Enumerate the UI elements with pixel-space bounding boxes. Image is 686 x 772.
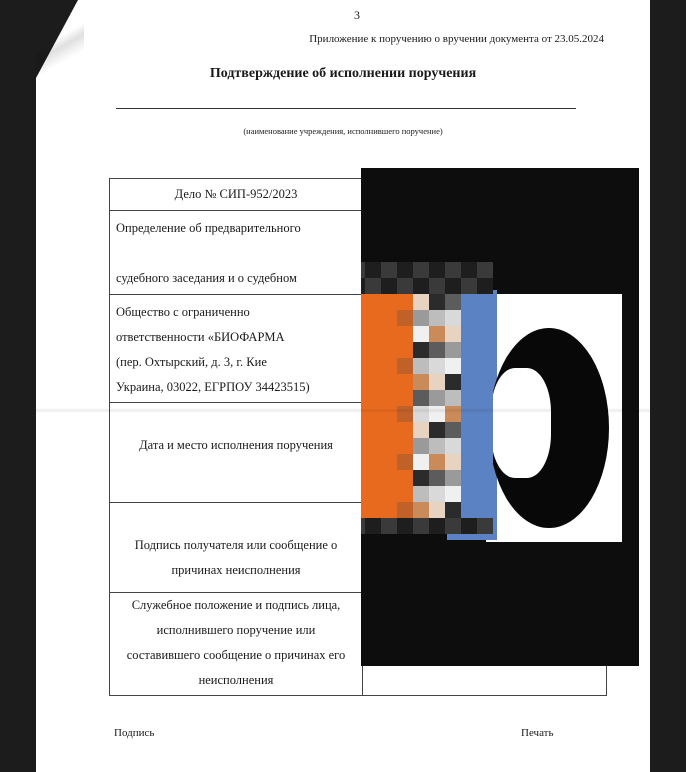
redaction-pixel (461, 310, 477, 326)
redaction-pixel (365, 390, 381, 406)
redaction-pixel (365, 342, 381, 358)
redaction-pixel (445, 294, 461, 310)
redaction-pixel (365, 518, 381, 534)
redaction-pixel (365, 326, 381, 342)
redaction-pixel (429, 310, 445, 326)
official-line-3: составившего сообщение о причинах его (126, 648, 346, 662)
redaction-pixel (445, 518, 461, 534)
signature-label: Подпись (114, 727, 155, 739)
execution-cell (110, 403, 362, 503)
redaction-pixel (445, 326, 461, 342)
redaction-pixel (381, 310, 397, 326)
redaction-pixel (397, 310, 413, 326)
redaction-pixel (461, 438, 477, 454)
redaction-pixel (381, 374, 397, 390)
redaction-pixel (381, 342, 397, 358)
redaction-pixel (461, 470, 477, 486)
recipient-line-1: Подпись получателя или сообщение о (134, 538, 338, 552)
redaction-pixel (461, 294, 477, 310)
institution-caption: (наименование учреждения, исполнившего поручение) (243, 126, 443, 136)
redaction-pixel (429, 342, 445, 358)
redaction-pixel (413, 342, 429, 358)
redaction-pixel (445, 390, 461, 406)
redaction-pixel (413, 486, 429, 502)
redaction-pixel (381, 422, 397, 438)
stamp-photo-overlay (361, 168, 639, 666)
ruling-line (116, 266, 356, 291)
case-number-cell (110, 179, 362, 211)
redaction-pixel (429, 390, 445, 406)
redaction-pixel (429, 262, 445, 278)
ruling-line-2: судебного заседания и о судебном (116, 271, 297, 285)
redaction-pixel (397, 502, 413, 518)
redaction-pixel (381, 278, 397, 294)
redaction-pixel (381, 454, 397, 470)
redaction-pixel (477, 358, 493, 374)
redaction-pixel (365, 262, 381, 278)
stamp-face-shape (491, 368, 551, 478)
redaction-pixel (413, 358, 429, 374)
redaction-pixel (397, 374, 413, 390)
redaction-pixel (461, 374, 477, 390)
redaction-pixel (365, 486, 381, 502)
recipient-line-2: причинах неисполнения (171, 563, 301, 577)
redaction-pixel (381, 326, 397, 342)
redaction-pixel (397, 438, 413, 454)
redaction-pixel (381, 518, 397, 534)
redaction-pixel (413, 326, 429, 342)
redaction-pixel (461, 390, 477, 406)
redaction-pixel (445, 262, 461, 278)
redaction-pixel (477, 390, 493, 406)
redaction-pixel (477, 294, 493, 310)
ruling-line-1: Определение об предварительного (116, 221, 301, 235)
redaction-pixel (461, 486, 477, 502)
redaction-pixel (397, 326, 413, 342)
redaction-pixel (477, 454, 493, 470)
redaction-pixel (445, 502, 461, 518)
redaction-pixel (445, 374, 461, 390)
redaction-pixel (461, 518, 477, 534)
company-line-1: Общество с ограниченно (116, 305, 250, 319)
redaction-pixel (397, 390, 413, 406)
redaction-pixel (429, 358, 445, 374)
official-line-2: исполнившего поручение или (156, 623, 316, 637)
redaction-pixel (381, 486, 397, 502)
redaction-pixel (429, 422, 445, 438)
redaction-pixel (461, 502, 477, 518)
redaction-pixel (365, 278, 381, 294)
redaction-pixel (365, 470, 381, 486)
redaction-pixel (413, 454, 429, 470)
redaction-pixel (477, 262, 493, 278)
redaction-pixel (365, 358, 381, 374)
redaction-pixel (461, 262, 477, 278)
redaction-pixel (365, 374, 381, 390)
ruling-cell (110, 211, 362, 295)
company-line-4: Украина, 03022, ЕГРПОУ 34423515) (116, 380, 310, 394)
pixelated-redaction (361, 262, 497, 538)
official-line-4: неисполнения (198, 673, 274, 687)
redaction-pixel (381, 390, 397, 406)
redaction-pixel (413, 278, 429, 294)
redaction-pixel (397, 454, 413, 470)
redaction-pixel (477, 374, 493, 390)
redaction-pixel (429, 454, 445, 470)
redaction-pixel (477, 310, 493, 326)
redaction-pixel (445, 438, 461, 454)
redaction-pixel (413, 422, 429, 438)
redaction-pixel (445, 358, 461, 374)
redaction-pixel (397, 294, 413, 310)
redaction-pixel (445, 454, 461, 470)
redaction-pixel (477, 518, 493, 534)
company-line-2: ответственности «БИОФАРМА (116, 330, 285, 344)
redaction-pixel (397, 470, 413, 486)
redaction-pixel (413, 470, 429, 486)
redaction-pixel (413, 310, 429, 326)
redaction-pixel (397, 358, 413, 374)
redaction-pixel (429, 438, 445, 454)
redaction-pixel (429, 374, 445, 390)
redaction-pixel (477, 326, 493, 342)
redaction-pixel (413, 262, 429, 278)
redaction-pixel (413, 390, 429, 406)
redaction-pixel (429, 486, 445, 502)
redaction-pixel (381, 358, 397, 374)
redaction-pixel (429, 326, 445, 342)
redaction-pixel (413, 374, 429, 390)
redaction-pixel (381, 502, 397, 518)
document-page (36, 0, 650, 772)
redaction-pixel (397, 422, 413, 438)
redaction-pixel (429, 518, 445, 534)
redaction-pixel (365, 502, 381, 518)
redaction-pixel (397, 278, 413, 294)
redaction-pixel (461, 326, 477, 342)
redaction-pixel (445, 470, 461, 486)
redaction-pixel (365, 310, 381, 326)
company-cell (110, 295, 362, 403)
redaction-pixel (445, 278, 461, 294)
redaction-pixel (445, 342, 461, 358)
redaction-pixel (429, 470, 445, 486)
redaction-pixel (365, 422, 381, 438)
company-line-3: (пер. Охтырский, д. 3, г. Кие (116, 355, 267, 369)
redaction-pixel (397, 342, 413, 358)
redaction-pixel (413, 294, 429, 310)
redaction-pixel (445, 310, 461, 326)
redaction-pixel (477, 470, 493, 486)
redaction-pixel (365, 438, 381, 454)
redaction-pixel (429, 278, 445, 294)
redaction-pixel (461, 454, 477, 470)
redaction-pixel (461, 358, 477, 374)
redaction-pixel (477, 438, 493, 454)
redaction-pixel (445, 422, 461, 438)
redaction-pixel (461, 342, 477, 358)
redaction-pixel (429, 502, 445, 518)
seal-label: Печать (521, 727, 554, 739)
redaction-pixel (413, 518, 429, 534)
appendix-note: Приложение к поручению о вручении документа от 23.05.2024 (309, 33, 604, 45)
ruling-line (116, 216, 356, 241)
redaction-pixel (461, 278, 477, 294)
redaction-pixel (429, 294, 445, 310)
case-number: Дело № СИП-952/2023 (174, 187, 298, 201)
execution-label: Дата и место исполнения поручения (139, 438, 333, 452)
redaction-pixel (365, 294, 381, 310)
document-title: Подтверждение об исполнении поручения (209, 66, 477, 81)
institution-blank-line (116, 108, 576, 109)
scan-streak (36, 408, 650, 413)
official-cell (110, 593, 362, 697)
redaction-pixel (397, 518, 413, 534)
official-line-1: Служебное положение и подпись лица, (131, 598, 341, 612)
redaction-pixel (477, 422, 493, 438)
redaction-pixel (461, 422, 477, 438)
redaction-pixel (477, 502, 493, 518)
redaction-pixel (413, 502, 429, 518)
redaction-pixel (381, 438, 397, 454)
redaction-pixel (381, 262, 397, 278)
redaction-pixel (477, 278, 493, 294)
redaction-pixel (413, 438, 429, 454)
redaction-pixel (397, 486, 413, 502)
redaction-pixel (445, 486, 461, 502)
redaction-pixel (397, 262, 413, 278)
redaction-pixel (381, 470, 397, 486)
page-number: 3 (354, 8, 360, 22)
redaction-pixel (365, 454, 381, 470)
recipient-cell (110, 503, 362, 593)
redaction-pixel (477, 342, 493, 358)
redaction-pixel (381, 294, 397, 310)
redaction-pixel (477, 486, 493, 502)
